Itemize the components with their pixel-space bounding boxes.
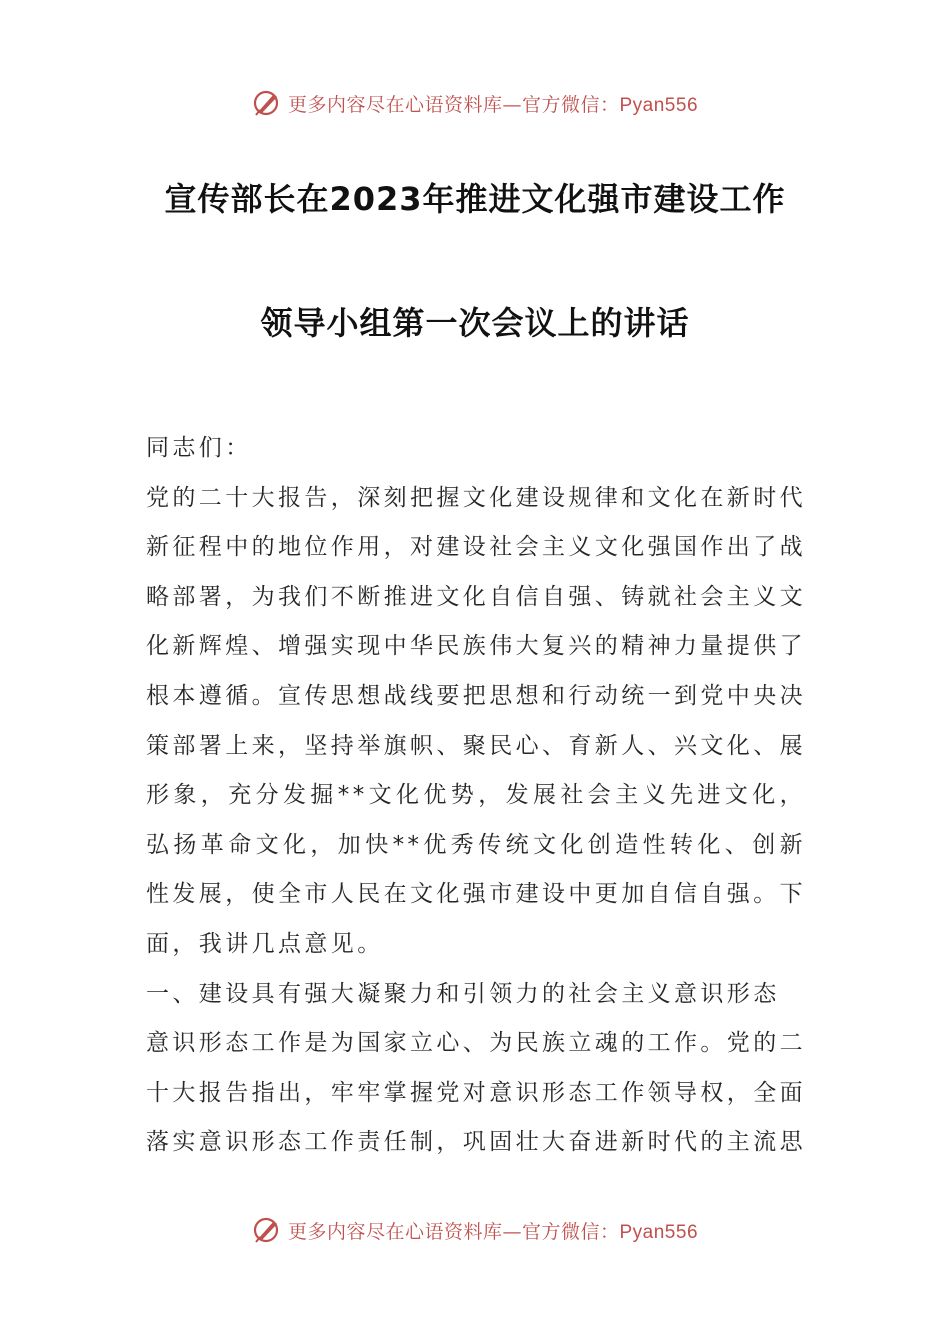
watermark-banner-bottom <box>0 1208 950 1252</box>
watermark-text: 更多内容尽在心语资料库—官方微信：Pyan556 <box>287 93 699 116</box>
quill-logo-icon <box>252 88 282 118</box>
paragraph-intro: 党的二十大报告，深刻把握文化建设规律和文化在新时代新征程中的地位作用，对建设社会主义文化强国作出了战略部署，为我们不断推进文化自信自强、铸就社会主义文化新辉煌、增强实现中华民族伟大复兴的精神力量提供了根本遵循。宣传思想战线要把思想和行动统一到党中央决策部署上来，坚持举旗帜、聚民心、育新人、兴文化、展形象，充分发掘**文化优势，发展社会主义先进文化，弘扬革命文化，加快**优秀传统文化创造性转化、创新性发展，使全市人民在文化强市建设中更加自信自强。下面，我讲几点意见。 <box>146 484 806 957</box>
watermark-banner-top <box>0 81 950 125</box>
watermark-handle: Pyan556 <box>619 94 699 116</box>
watermark-handle: Pyan556 <box>619 1221 699 1243</box>
section-heading-1: 一、建设具有强大凝聚力和引领力的社会主义意识形态 <box>146 980 780 1007</box>
salutation: 同志们： <box>146 435 252 461</box>
document-title-line-2: 领导小组第一次会议上的讲话 <box>260 304 690 342</box>
watermark-text: 更多内容尽在心语资料库—官方微信：Pyan556 <box>287 1220 699 1243</box>
quill-logo-icon <box>252 1215 282 1245</box>
document-title-line-1: 宣传部长在2023年推进文化强市建设工作 <box>164 180 786 218</box>
document-body <box>146 424 806 1168</box>
paragraph-ideology: 意识形态工作是为国家立心、为民族立魂的工作。党的二十大报告指出，牢牢掌握党对意识形态工作领导权，全面落实意识形态工作责任制，巩固壮大奋进新时代的主流思 <box>146 1030 806 1156</box>
